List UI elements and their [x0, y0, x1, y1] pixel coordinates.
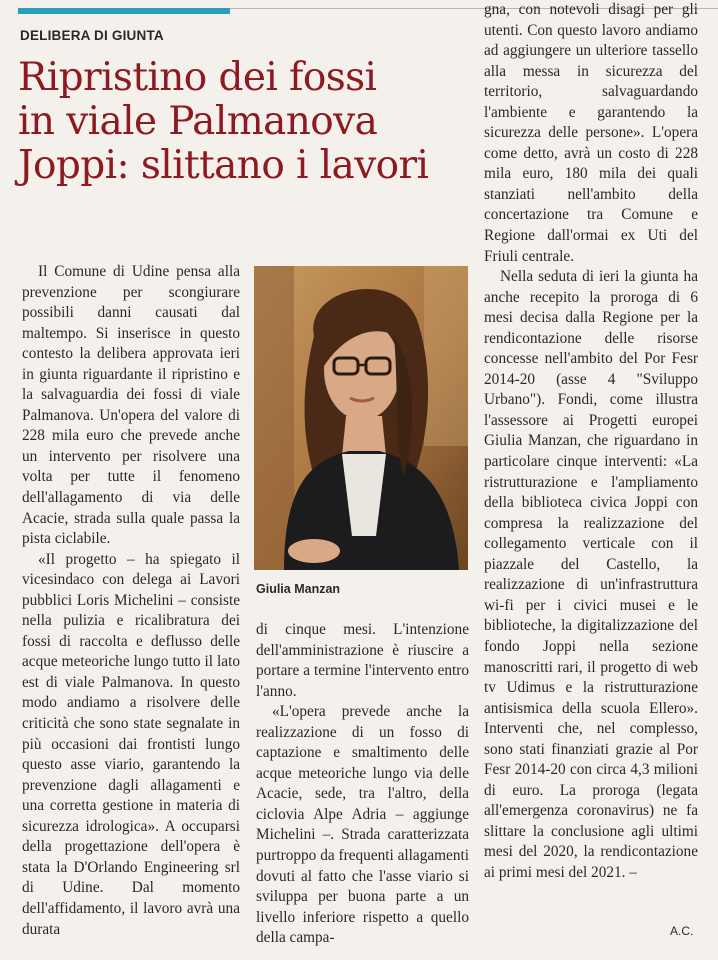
section-accent-bar [18, 8, 230, 14]
article-paragraph: «L'opera prevede anche la realizzazione di un fosso di captazione e smaltimento delle acque meteoriche lungo via delle Acacie, sede, tra l'altro, della ciclovia Alpe Adria – aggiunge Michelini –. Strada caratterizzata purtroppo da frequenti allagamenti dovuti al fatto che l'asse viario si sviluppa per buona parte a un livello inferiore rispetto a quello della campa- [256, 703, 469, 947]
headline-line: Joppi: slittano i lavori [18, 143, 429, 188]
photo-caption: Giulia Manzan [256, 582, 341, 596]
headline-line: in viale Palmanova [18, 99, 378, 144]
portrait-photo [254, 266, 468, 570]
article-paragraph: gna, con notevoli disagi per gli utenti. Con questo lavoro andiamo ad aggiungere un ulteriore tassello alla messa in sicurezza del territorio, salvaguardando l'ambiente e garantendo la sicurezza delle persone». L'opera come detto, avrà un costo di 228 mila euro, 180 mila dei quali stanziati nell'ambito della concertazione tra Comune e Regione dall'ormai ex Uti del Friuli centrale. [484, 1, 698, 265]
headline-line: Ripristino dei fossi [18, 55, 377, 100]
byline: A.C. [670, 924, 694, 938]
article-paragraph: Il Comune di Udine pensa alla prevenzione per scongiurare possibili danni causati dal maltempo. Si inserisce in questo contesto la delibera approvata ieri in giunta riguardante il ripristino e la salvaguardia dei fossi di viale Palmanova. Un'opera del valore di 228 mila euro che prevede anche un intervento per risolvere una volta per tutte il fenomeno dell'allagamento di via delle Acacie, strada sulla quale passa la pista ciclabile. [22, 263, 240, 548]
article-column-2 [256, 620, 469, 949]
portrait-illustration [254, 266, 468, 570]
article-column-1 [22, 262, 240, 940]
article-paragraph: «Il progetto – ha spiegato il vicesindaco con delega ai Lavori pubblici Loris Michelini – consiste nella pulizia e ricalibratura dei fossi di raccolta e deflusso delle acque meteoriche lungo tutto il lato est di viale Palmanova. In questo modo andiamo a risolvere delle criticità che sono state segnalate in più occasioni dai frontisti lungo questo asse viario, garantendo la prevenzione dagli allagamenti e una corretta gestione in materia di sicurezza idrologica». A occuparsi della progettazione dell'opera è stata la D'Orlando Engineering srl di Udine. Dal momento dell'affidamento, il lavoro avrà una durata [22, 550, 240, 938]
article-paragraph: Nella seduta di ieri la giunta ha anche recepito la proroga di 6 mesi decisa dalla Regione per la rendicontazione delle risorse concesse nell'ambito del Por Fesr 2014-20 (asse 4 "Sviluppo Urbano"). Fondi, come illustra l'assessore ai Progetti europei Giulia Manzan, che riguardano in particolare cinque interventi: «La ristrutturazione e l'ampliamento della biblioteca civica Joppi con compresa la realizzazione del collegamento verticale con il piazzale del Castello, la realizzazione di un'infrastruttura wi-fi per i civici musei e le biblioteche, la digitalizzazione del fondo Joppi nella sezione manoscritti rari, il progetto di web tv Udimus e la ristrutturazione antisismica della scuola Ellero». Interventi che, nel complesso, sono stati finanziati grazie al Por Fesr 2014-20 con circa 4,3 milioni di euro. La proroga (legata all'emergenza coronavirus) ne fa slittare la conclusione agli ultimi mesi del 2020, la rendicontazione ai primi mesi del 2021. – [484, 268, 698, 881]
article-column-3 [484, 0, 698, 884]
headline [18, 56, 478, 188]
section-kicker: DELIBERA DI GIUNTA [20, 28, 164, 43]
article-paragraph: di cinque mesi. L'intenzione dell'amministrazione è riuscire a portare a termine l'intervento entro l'anno. [256, 621, 469, 700]
